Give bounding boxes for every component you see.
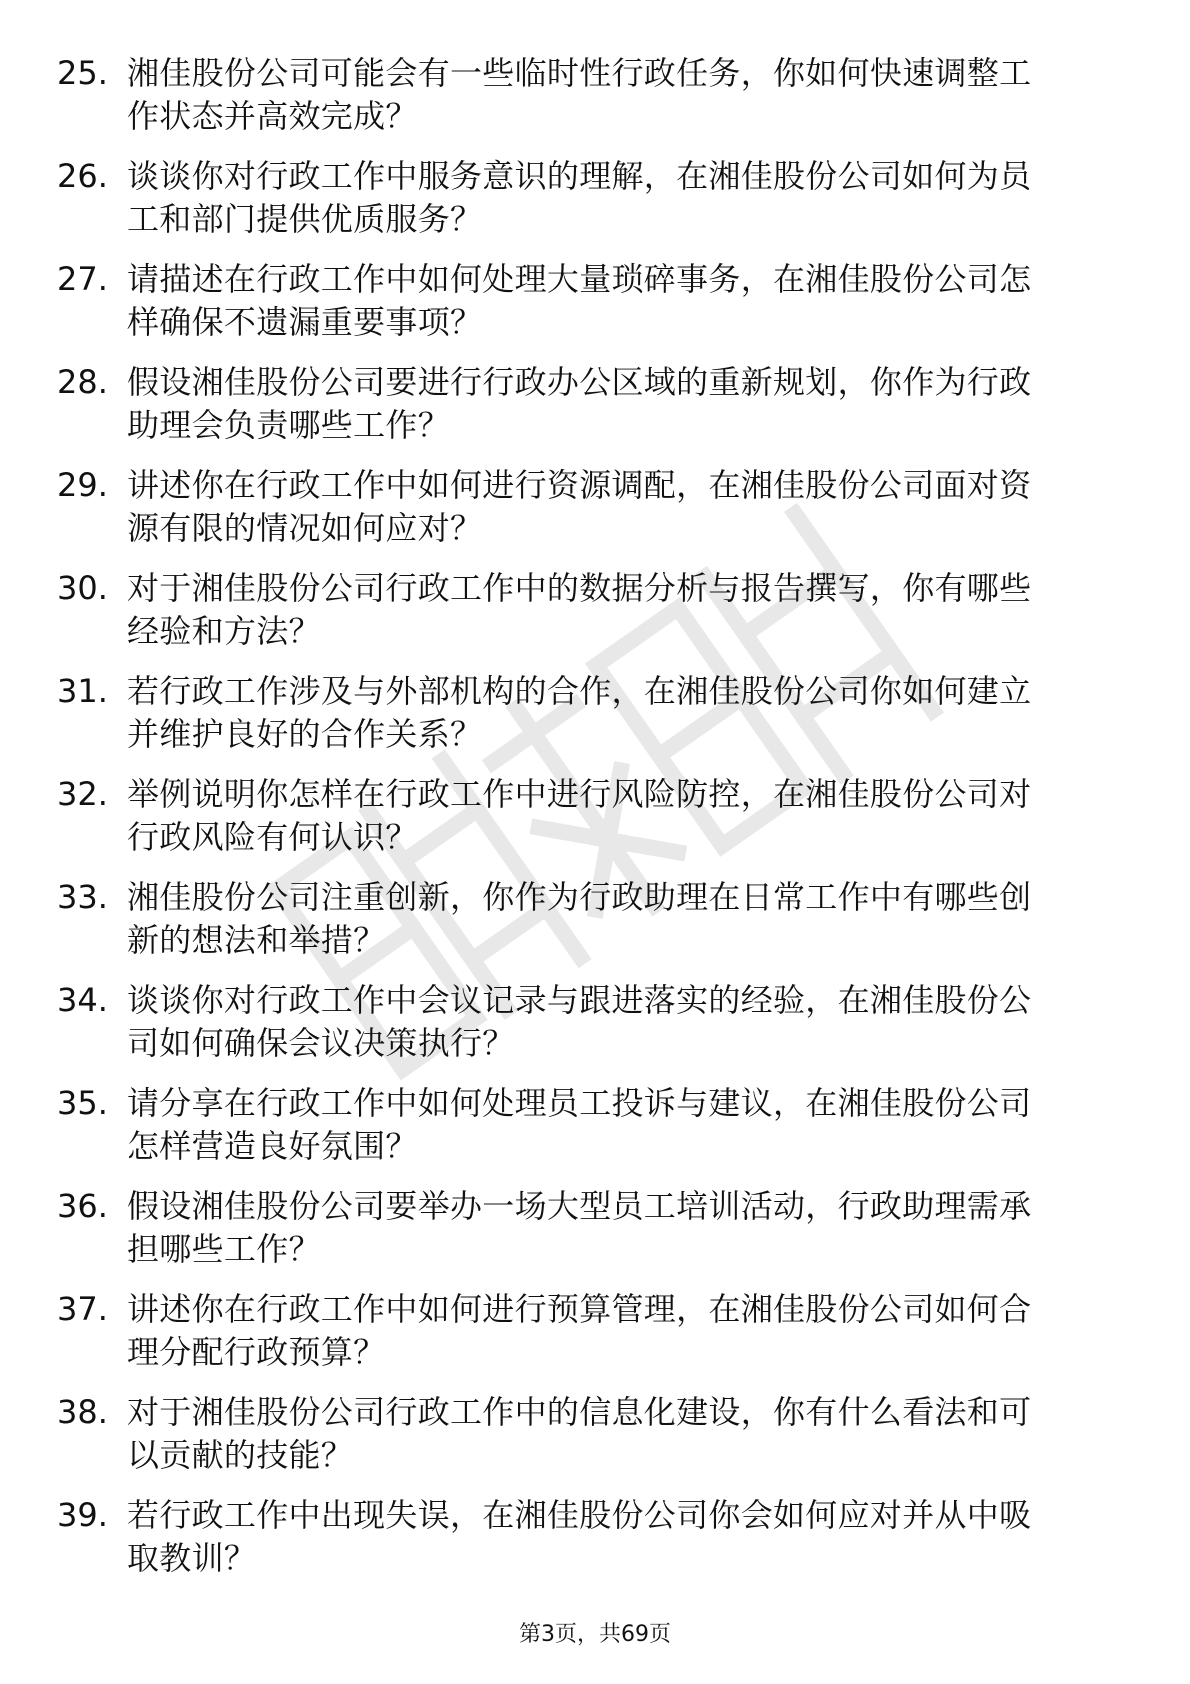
question-text <box>127 1391 1127 1477</box>
question-text <box>127 361 1127 447</box>
question-line: 谈谈你对行政工作中会议记录与跟进落实的经验，在湘佳股份公 <box>127 981 1032 1019</box>
question-number: 35. <box>57 1084 108 1122</box>
question-line: 对于湘佳股份公司行政工作中的数据分析与报告撰写，你有哪些 <box>127 569 1032 607</box>
page-footer <box>0 1620 1190 1650</box>
question-line: 对于湘佳股份公司行政工作中的信息化建设，你有什么看法和可 <box>127 1393 1032 1431</box>
question-item <box>0 773 1190 876</box>
question-text <box>127 876 1127 962</box>
question-number: 29. <box>57 466 108 504</box>
question-item <box>0 361 1190 464</box>
question-text <box>127 979 1127 1065</box>
question-item <box>0 155 1190 258</box>
question-line: 司如何确保会议决策执行？ <box>127 1024 515 1062</box>
question-item <box>0 979 1190 1082</box>
question-number: 33. <box>57 878 108 916</box>
question-line: 作状态并高效完成？ <box>127 97 418 135</box>
question-number: 37. <box>57 1290 108 1328</box>
question-line: 若行政工作涉及与外部机构的合作，在湘佳股份公司你如何建立 <box>127 672 1032 710</box>
question-text <box>127 464 1127 550</box>
question-item <box>0 1185 1190 1288</box>
question-number: 38. <box>57 1393 108 1431</box>
question-item <box>0 567 1190 670</box>
question-line: 假设湘佳股份公司要进行行政办公区域的重新规划，你作为行政 <box>127 363 1032 401</box>
question-number: 39. <box>57 1496 108 1534</box>
question-text <box>127 155 1127 241</box>
question-line: 经验和方法？ <box>127 612 321 650</box>
question-item <box>0 464 1190 567</box>
page-number-label: 第3页，共69页 <box>519 1622 671 1647</box>
question-number: 26. <box>57 157 108 195</box>
question-line: 取教训？ <box>127 1539 257 1577</box>
question-item <box>0 1288 1190 1391</box>
question-line: 助理会负责哪些工作？ <box>127 406 451 444</box>
question-line: 举例说明你怎样在行政工作中进行风险防控，在湘佳股份公司对 <box>127 775 1032 813</box>
question-line: 担哪些工作？ <box>127 1230 321 1268</box>
question-line: 谈谈你对行政工作中服务意识的理解，在湘佳股份公司如何为员 <box>127 157 1032 195</box>
question-number: 31. <box>57 672 108 710</box>
question-line: 样确保不遗漏重要事项？ <box>127 303 483 341</box>
question-text <box>127 1082 1127 1168</box>
question-text <box>127 1494 1127 1580</box>
question-line: 工和部门提供优质服务？ <box>127 200 483 238</box>
question-line: 并维护良好的合作关系？ <box>127 715 483 753</box>
question-item <box>0 1391 1190 1494</box>
question-text <box>127 1288 1127 1374</box>
question-number: 27. <box>57 260 108 298</box>
question-line: 理分配行政预算？ <box>127 1333 386 1371</box>
question-item <box>0 876 1190 979</box>
question-line: 以贡献的技能？ <box>127 1436 354 1474</box>
question-text <box>127 773 1127 859</box>
question-line: 讲述你在行政工作中如何进行预算管理，在湘佳股份公司如何合 <box>127 1290 1032 1328</box>
question-text <box>127 1185 1127 1271</box>
question-line: 源有限的情况如何应对？ <box>127 509 483 547</box>
question-item <box>0 258 1190 361</box>
question-line: 假设湘佳股份公司要举办一场大型员工培训活动，行政助理需承 <box>127 1187 1032 1225</box>
question-item <box>0 1082 1190 1185</box>
question-number: 30. <box>57 569 108 607</box>
question-list <box>0 52 1190 1597</box>
question-line: 若行政工作中出现失误，在湘佳股份公司你会如何应对并从中吸 <box>127 1496 1032 1534</box>
question-item <box>0 1494 1190 1597</box>
question-line: 行政风险有何认识？ <box>127 818 418 856</box>
question-number: 32. <box>57 775 108 813</box>
question-line: 湘佳股份公司注重创新，你作为行政助理在日常工作中有哪些创 <box>127 878 1032 916</box>
question-line: 请分享在行政工作中如何处理员工投诉与建议，在湘佳股份公司 <box>127 1084 1032 1122</box>
question-number: 28. <box>57 363 108 401</box>
question-item <box>0 52 1190 155</box>
question-number: 36. <box>57 1187 108 1225</box>
question-line: 新的想法和举措？ <box>127 921 386 959</box>
question-text <box>127 567 1127 653</box>
question-line: 怎样营造良好氛围？ <box>127 1127 418 1165</box>
question-line: 讲述你在行政工作中如何进行资源调配，在湘佳股份公司面对资 <box>127 466 1032 504</box>
question-number: 34. <box>57 981 108 1019</box>
question-text <box>127 670 1127 756</box>
question-item <box>0 670 1190 773</box>
question-line: 湘佳股份公司可能会有一些临时性行政任务，你如何快速调整工 <box>127 54 1032 92</box>
question-text <box>127 52 1127 138</box>
question-line: 请描述在行政工作中如何处理大量琐碎事务，在湘佳股份公司怎 <box>127 260 1032 298</box>
question-text <box>127 258 1127 344</box>
question-number: 25. <box>57 54 108 92</box>
